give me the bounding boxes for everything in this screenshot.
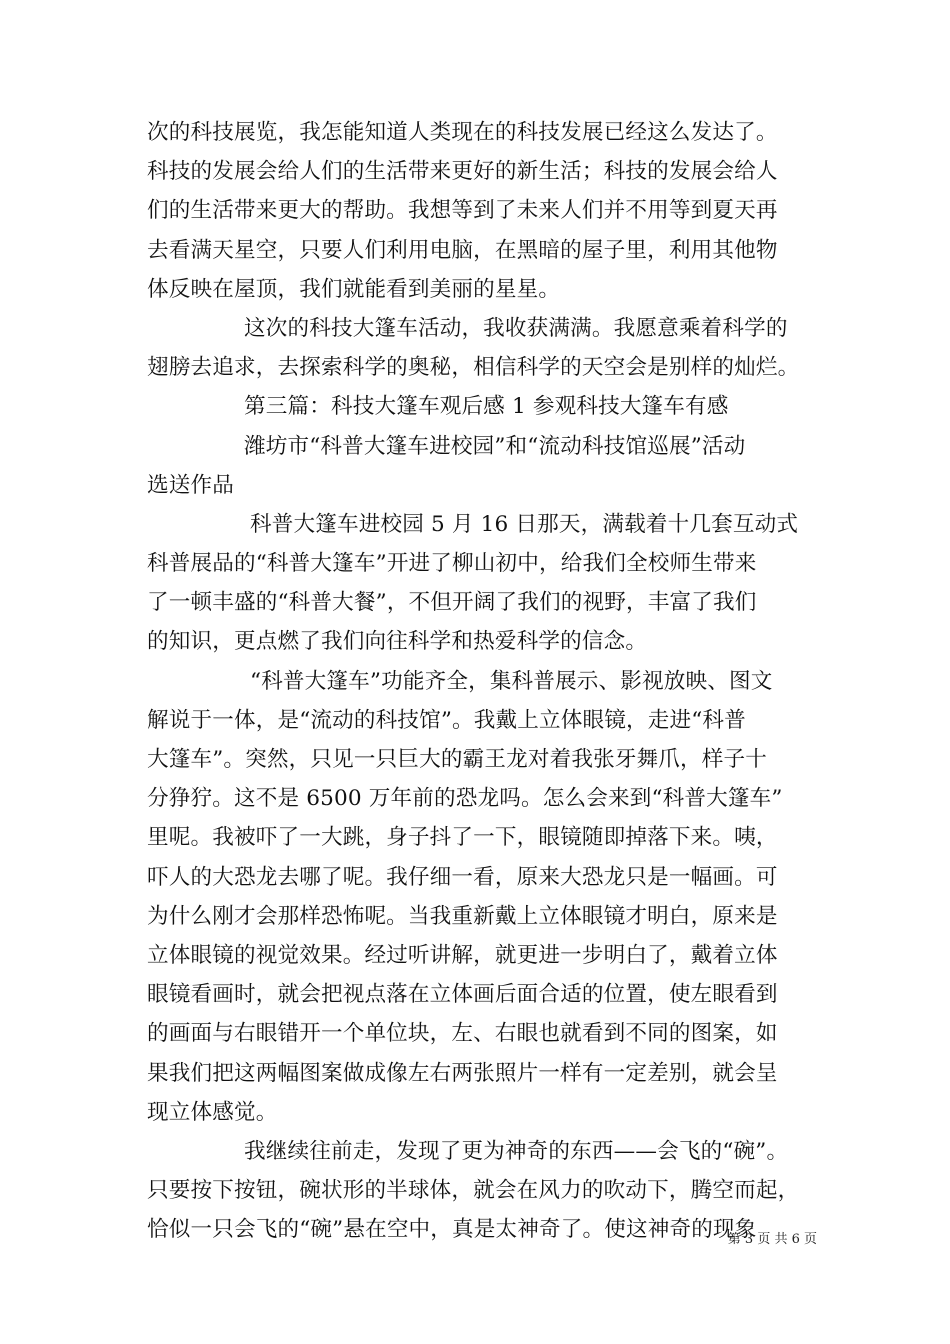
- text-line: 体反映在屋顶，我们就能看到美丽的星星。: [147, 276, 561, 302]
- text-line: 的知识，更点燃了我们向往科学和热爱科学的信念。: [147, 629, 648, 655]
- text-line: 们的生活带来更大的帮助。我想等到了未来人们并不用等到夏天再: [147, 198, 778, 224]
- text-line: 次的科技展览，我怎能知道人类现在的科技发展已经这么发达了。: [147, 120, 778, 145]
- text-line: 解说于一体，是“流动的科技馆”。我戴上立体眼镜，走进“科普: [147, 707, 746, 733]
- section-heading: 第三篇：科技大篷车观后感 1 参观科技大篷车有感: [244, 394, 729, 420]
- text-line: 我继续往前走，发现了更为神奇的东西——会飞的“碗”。: [244, 1138, 789, 1164]
- text-line: 果我们把这两幅图案做成像左右两张照片一样有一定差别，就会呈: [147, 1060, 778, 1086]
- text-line: 吓人的大恐龙去哪了呢。我仔细一看，原来大恐龙只是一幅画。可: [147, 864, 778, 890]
- text-line: 翅膀去追求，去探索科学的奥秘，相信科学的天空会是别样的灿烂。: [147, 355, 800, 381]
- text-line: 只要按下按钮，碗状形的半球体，就会在风力的吹动下，腾空而起，: [147, 1178, 800, 1204]
- text-line: 了一顿丰盛的“科普大餐”，不但开阔了我们的视野，丰富了我们: [147, 590, 757, 616]
- text-line: 潍坊市“科普大篷车进校园”和“流动科技馆巡展”活动: [244, 433, 746, 459]
- text-line: 选送作品: [147, 472, 234, 498]
- text-line: “科普大篷车”功能齐全，集科普展示、影视放映、图文: [250, 668, 773, 694]
- page-number: 第 3 页 共 6 页: [727, 1232, 817, 1247]
- text-line: 大篷车”。突然，只见一只巨大的霸王龙对着我张牙舞爪，样子十: [147, 747, 768, 772]
- text-line: 分狰狞。这不是 6500 万年前的恐龙吗。怎么会来到“科普大篷车”: [147, 786, 783, 812]
- text-line: 科技的发展会给人们的生活带来更好的新生活；科技的发展会给人: [147, 159, 778, 185]
- text-line: 恰似一只会飞的“碗”悬在空中，真是太神奇了。使这神奇的现象: [147, 1217, 757, 1243]
- text-line: 里呢。我被吓了一大跳，身子抖了一下，眼镜随即掉落下来。咦，: [147, 825, 778, 851]
- text-line: 这次的科技大篷车活动，我收获满满。我愿意乘着科学的: [244, 315, 788, 341]
- text-line: 的画面与右眼错开一个单位块，左、右眼也就看到不同的图案，如: [147, 1021, 778, 1047]
- text-line: 去看满天星空，只要人们利用电脑，在黑暗的屋子里，利用其他物: [147, 237, 778, 263]
- text-line: 科普展品的“科普大篷车”开进了柳山初中，给我们全校师生带来: [147, 551, 757, 577]
- document-body: [147, 113, 827, 1249]
- text-line: 现立体感觉。: [147, 1099, 278, 1125]
- text-line: 眼镜看画时，就会把视点落在立体画后面合适的位置，使左眼看到: [147, 982, 778, 1008]
- text-line: 立体眼镜的视觉效果。经过听讲解，就更进一步明白了，戴着立体: [147, 942, 778, 968]
- text-line: 为什么刚才会那样恐怖呢。当我重新戴上立体眼镜才明白，原来是: [147, 903, 778, 929]
- text-line: 科普大篷车进校园 5 月 16 日那天，满载着十几套互动式: [250, 511, 799, 537]
